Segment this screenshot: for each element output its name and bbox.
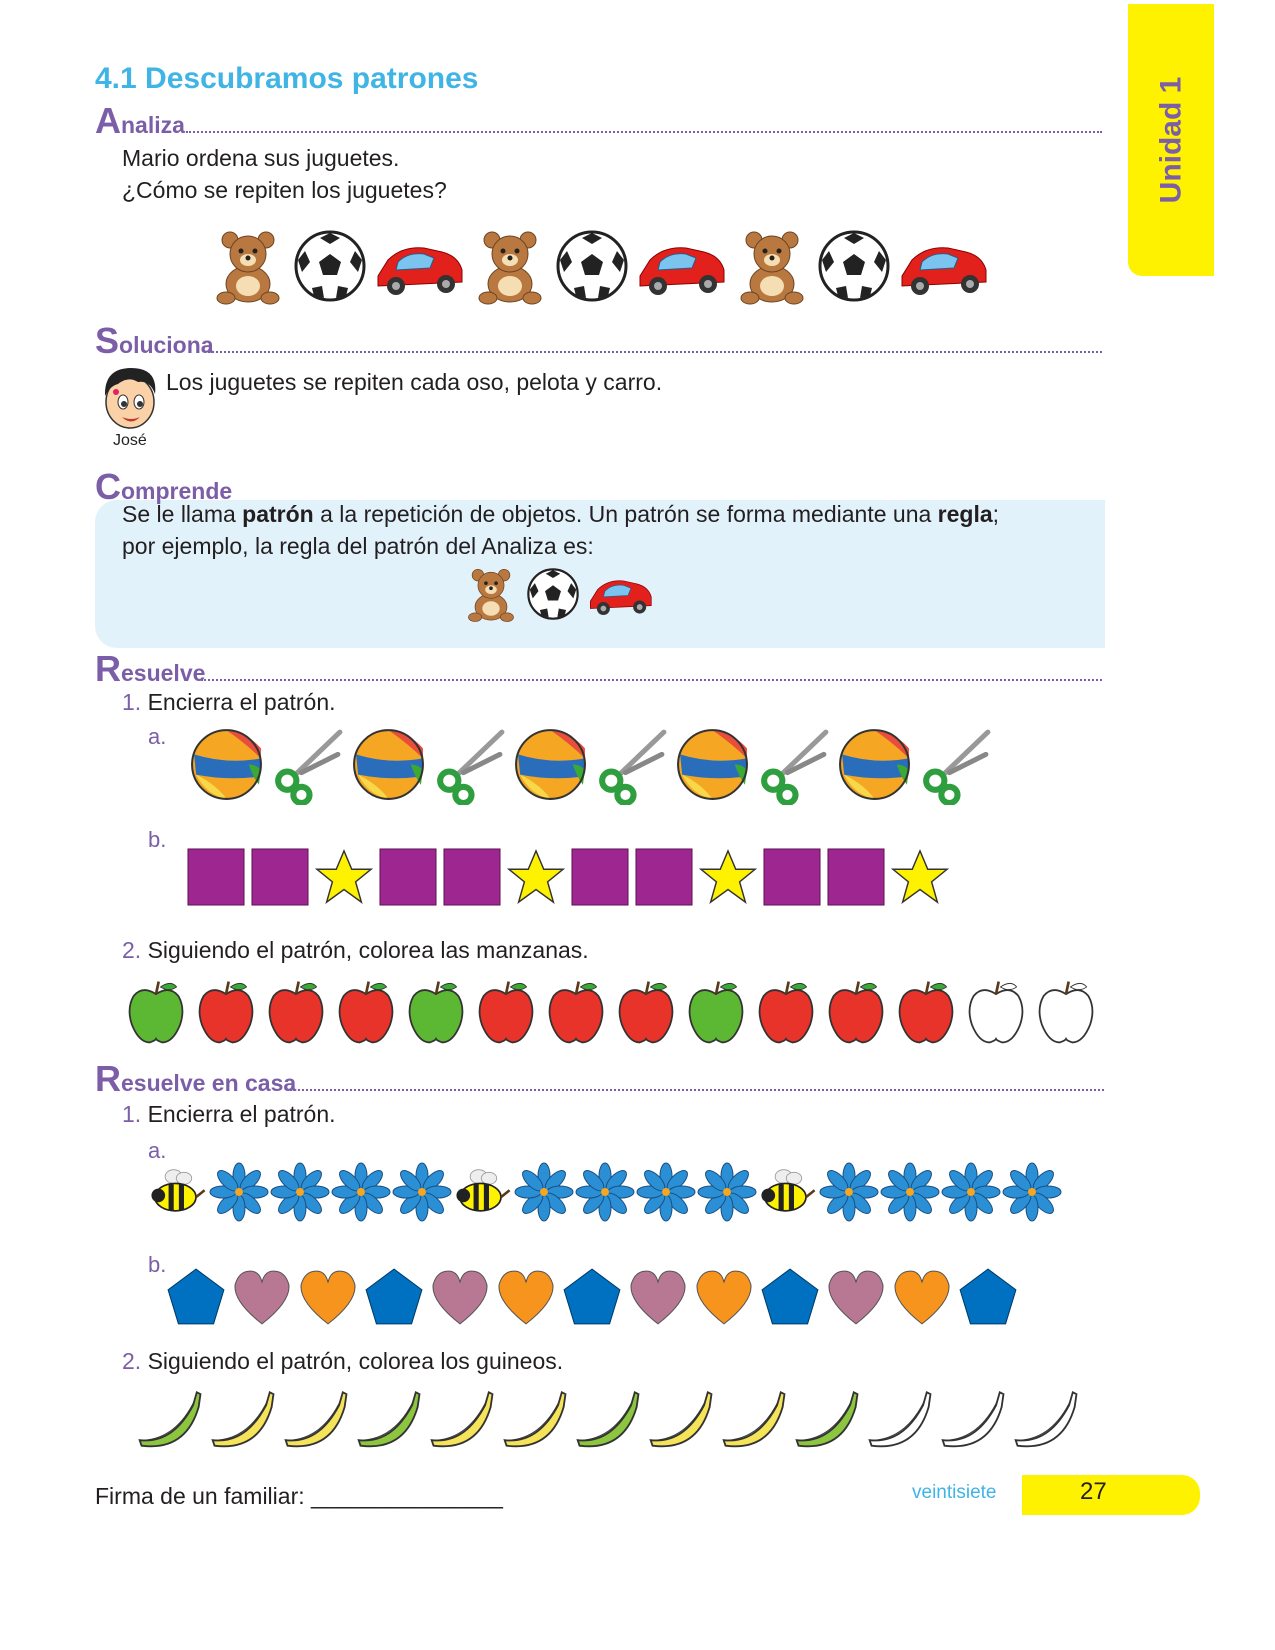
page-word: veintisiete [912, 1482, 997, 1503]
section-rule [186, 131, 1102, 133]
casa1a-flower-icon [697, 1162, 757, 1222]
ex1b-star-icon [507, 848, 565, 906]
banana-yellow-icon [720, 1384, 790, 1454]
casa1b-pentagon-icon [165, 1266, 227, 1328]
banana-yellow-icon [209, 1384, 279, 1454]
ex1a-scissors-icon [429, 724, 510, 805]
ex1b-square-icon [571, 848, 629, 906]
casa-ex1b-label: b. [148, 1252, 167, 1277]
ex1b-square-icon [251, 848, 309, 906]
ex1a-beachball-icon [348, 724, 429, 805]
casa1a-bee-icon [758, 1162, 818, 1222]
ex1b-square-icon [187, 848, 245, 906]
banana-blank-icon [939, 1384, 1009, 1454]
casa1b-pentagon-icon [759, 1266, 821, 1328]
casa-ex1: 1. Encierra el patrón. [122, 1101, 336, 1127]
ex1a-beachball-icon [672, 724, 753, 805]
casa-ex1b-sequence [165, 1266, 1019, 1328]
banana-yellow-icon [647, 1384, 717, 1454]
page-title: 4.1 Descubramos patrones [95, 62, 479, 95]
casa-ex1a-label: a. [148, 1138, 167, 1163]
casa1a-flower-icon [331, 1162, 391, 1222]
rule-car-icon [586, 565, 656, 623]
toy-ball-icon [552, 226, 632, 306]
apple-red-icon [192, 978, 260, 1046]
banana-yellow-icon [282, 1384, 352, 1454]
ex1a-scissors-icon [267, 724, 348, 805]
apples-sequence [122, 978, 1100, 1046]
page-number-box [1022, 1475, 1200, 1515]
apple-red-icon [752, 978, 820, 1046]
casa1a-flower-icon [392, 1162, 452, 1222]
resuelve-ex2: 2. Siguiendo el patrón, colorea las manzanas. [122, 937, 589, 963]
banana-green-icon [574, 1384, 644, 1454]
ex1a-beachball-icon [186, 724, 267, 805]
casa1b-pentagon-icon [363, 1266, 425, 1328]
casa1a-flower-icon [1002, 1162, 1062, 1222]
comprende-line-1: Se le llama patrón a la repetición de objetos. Un patrón se forma mediante una regla; [122, 501, 1000, 527]
ex1a-scissors-icon [591, 724, 672, 805]
casa1a-flower-icon [514, 1162, 574, 1222]
analiza-line-1: Mario ordena sus juguetes. [122, 145, 400, 171]
casa-ex1a-sequence [148, 1162, 1062, 1222]
apple-red-icon [262, 978, 330, 1046]
toys-sequence [208, 226, 992, 306]
ex1b-sequence [187, 848, 949, 906]
apple-blank-icon [962, 978, 1030, 1046]
casa-ex2: 2. Siguiendo el patrón, colorea los guineos. [122, 1348, 564, 1374]
ex1a-beachball-icon [834, 724, 915, 805]
ex1b-square-icon [443, 848, 501, 906]
casa1b-pentagon-icon [561, 1266, 623, 1328]
banana-yellow-icon [501, 1384, 571, 1454]
unit-tab-label: Unidad 1 [1154, 76, 1187, 204]
apple-green-icon [122, 978, 190, 1046]
analiza-line-2: ¿Cómo se repiten los juguetes? [122, 177, 447, 203]
casa1a-flower-icon [636, 1162, 696, 1222]
apple-green-icon [682, 978, 750, 1046]
resuelve-ex1b-label: b. [148, 827, 167, 852]
resuelve-ex1a-label: a. [148, 724, 167, 749]
toy-ball-icon [290, 226, 370, 306]
casa1b-heart-orange-icon [495, 1266, 557, 1328]
casa1b-heart-orange-icon [693, 1266, 755, 1328]
section-soluciona-heading: Soluciona [95, 320, 214, 361]
ex1a-scissors-icon [753, 724, 834, 805]
section-comprende-heading: Comprende [95, 466, 233, 507]
toy-bear-icon [732, 226, 812, 306]
ex1a-scissors-icon [915, 724, 996, 805]
comprende-line-2: por ejemplo, la regla del patrón del Analiza es: [122, 533, 594, 559]
toy-car-icon [896, 226, 992, 306]
character-name: José [113, 432, 147, 449]
ex1b-square-icon [763, 848, 821, 906]
section-rule [208, 351, 1102, 353]
toy-car-icon [634, 226, 730, 306]
apple-red-icon [542, 978, 610, 1046]
casa1a-flower-icon [819, 1162, 879, 1222]
apple-red-icon [822, 978, 890, 1046]
ex1b-star-icon [699, 848, 757, 906]
banana-blank-icon [1012, 1384, 1082, 1454]
section-resuelve-casa-heading: Resuelve en casa [95, 1058, 297, 1099]
banana-green-icon [136, 1384, 206, 1454]
rule-sequence [462, 565, 656, 623]
page-number: 27 [1080, 1478, 1107, 1505]
toy-bear-icon [208, 226, 288, 306]
section-resuelve-heading: Resuelve [95, 648, 206, 689]
apple-green-icon [402, 978, 470, 1046]
banana-blank-icon [866, 1384, 936, 1454]
banana-green-icon [355, 1384, 425, 1454]
casa1b-heart-pink-icon [231, 1266, 293, 1328]
casa1a-flower-icon [209, 1162, 269, 1222]
ex1b-square-icon [827, 848, 885, 906]
casa1b-heart-orange-icon [297, 1266, 359, 1328]
casa1b-pentagon-icon [957, 1266, 1019, 1328]
section-analiza-heading: Analiza [95, 100, 185, 141]
toy-car-icon [372, 226, 468, 306]
casa1a-flower-icon [575, 1162, 635, 1222]
casa1a-flower-icon [270, 1162, 330, 1222]
soluciona-text: Los juguetes se repiten cada oso, pelota y carro. [166, 369, 663, 395]
casa1a-flower-icon [941, 1162, 1001, 1222]
resuelve-ex1: 1. Encierra el patrón. [122, 689, 336, 715]
ex1b-star-icon [315, 848, 373, 906]
apple-red-icon [612, 978, 680, 1046]
ex1a-sequence [186, 724, 996, 805]
jose-avatar [98, 362, 162, 432]
apple-red-icon [472, 978, 540, 1046]
toy-ball-icon [814, 226, 894, 306]
ex1a-beachball-icon [510, 724, 591, 805]
section-rule [201, 679, 1102, 681]
signature-label: Firma de un familiar: _______________ [95, 1483, 503, 1509]
banana-yellow-icon [428, 1384, 498, 1454]
casa1a-bee-icon [453, 1162, 513, 1222]
casa1a-flower-icon [880, 1162, 940, 1222]
casa1b-heart-pink-icon [429, 1266, 491, 1328]
casa1b-heart-orange-icon [891, 1266, 953, 1328]
ex1b-star-icon [891, 848, 949, 906]
rule-bear-icon [462, 565, 520, 623]
apple-blank-icon [1032, 978, 1100, 1046]
section-rule [290, 1089, 1104, 1091]
toy-bear-icon [470, 226, 550, 306]
ex1b-square-icon [379, 848, 437, 906]
rule-ball-icon [524, 565, 582, 623]
casa1b-heart-pink-icon [825, 1266, 887, 1328]
apple-red-icon [332, 978, 400, 1046]
bananas-sequence [136, 1384, 1082, 1454]
ex1b-square-icon [635, 848, 693, 906]
apple-red-icon [892, 978, 960, 1046]
banana-green-icon [793, 1384, 863, 1454]
casa1a-bee-icon [148, 1162, 208, 1222]
casa1b-heart-pink-icon [627, 1266, 689, 1328]
